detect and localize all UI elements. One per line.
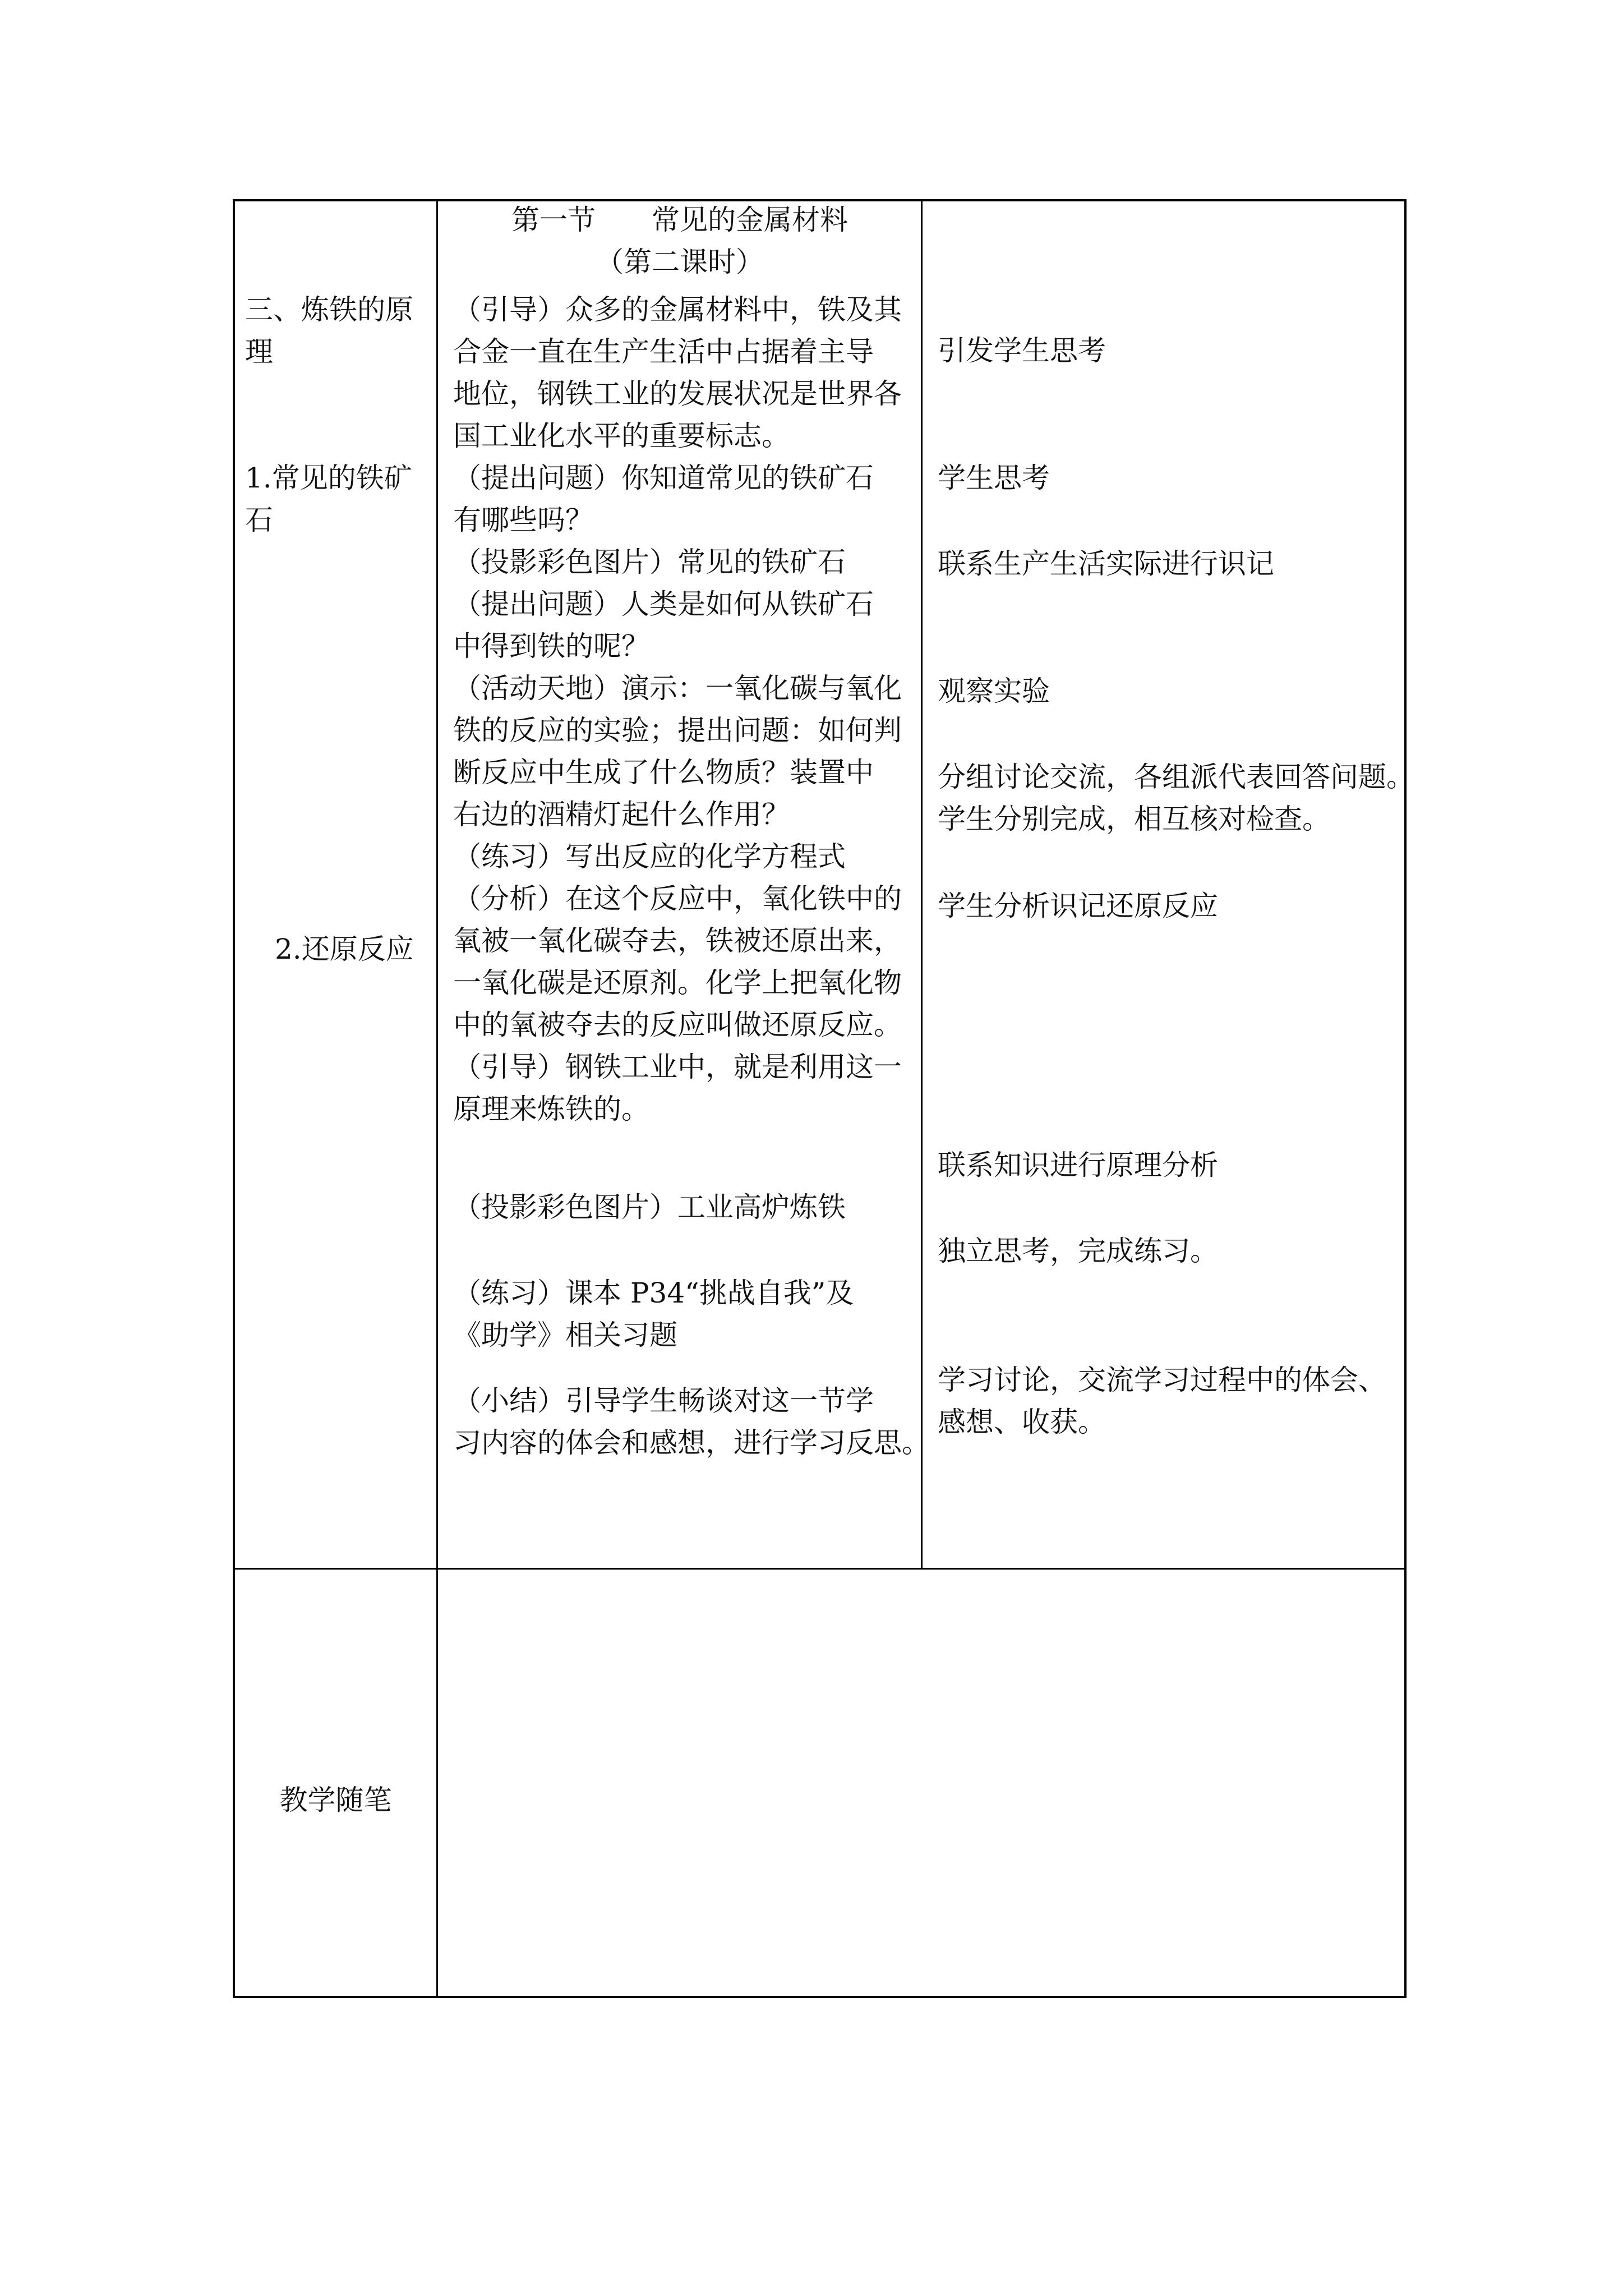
content-line: （引导）众多的金属材料中，铁及其 xyxy=(453,293,902,326)
item-reduction-line: 2.还原反应 xyxy=(275,933,414,965)
student-activity-1 xyxy=(938,330,1106,372)
lesson-header xyxy=(439,199,921,283)
activity-line: 联系生产生活实际进行识记 xyxy=(938,547,1274,580)
student-activity-4 xyxy=(938,670,1050,712)
notes-label xyxy=(235,1779,436,1821)
content-line: 合金一直在生产生活中占据着主导 xyxy=(453,335,874,368)
content-line: （引导）钢铁工业中，就是利用这一 xyxy=(453,1051,902,1083)
content-line: （提出问题）人类是如何从铁矿石 xyxy=(453,588,874,620)
content-line: 国工业化水平的重要标志。 xyxy=(453,420,790,452)
notes-label-text: 教学随笔 xyxy=(279,1784,392,1816)
summary-line: 习内容的体会和感想，进行学习反思。 xyxy=(453,1427,930,1459)
student-activity-8 xyxy=(938,1144,1218,1186)
exercise-line: （练习）课本 P34“挑战自我”及 xyxy=(453,1277,854,1309)
content-line: 地位，钢铁工业的发展状况是世界各 xyxy=(453,378,902,410)
content-line: （分析）在这个反应中，氧化铁中的 xyxy=(453,882,902,915)
lesson-title: 第一节 常见的金属材料 xyxy=(511,204,848,236)
column-divider-1 xyxy=(436,199,438,1998)
summary-text xyxy=(453,1380,930,1464)
content-line: （练习）写出反应的化学方程式 xyxy=(453,840,846,873)
row-divider xyxy=(233,1568,1407,1570)
content-line: 右边的酒精灯起什么作用？ xyxy=(453,798,790,831)
item-reduction xyxy=(275,928,432,970)
content-line: 中得到铁的呢？ xyxy=(453,630,649,662)
item-iron-ore xyxy=(245,457,430,541)
student-activity-2 xyxy=(938,457,1050,499)
activity-line: 学生思考 xyxy=(938,462,1050,494)
activity-line: 联系知识进行原理分析 xyxy=(938,1149,1218,1181)
activity-line: 引发学生思考 xyxy=(938,334,1106,367)
content-line: 原理来炼铁的。 xyxy=(453,1093,649,1125)
student-activity-5 xyxy=(938,756,1414,798)
activity-line: 分组讨论交流，各组派代表回答问题。 xyxy=(938,761,1414,793)
content-line: （投影彩色图片）常见的铁矿石 xyxy=(453,546,846,578)
activity-line: 学生分别完成，相互核对检查。 xyxy=(938,803,1330,835)
content-line: 铁的反应的实验；提出问题：如何判 xyxy=(453,714,902,747)
lesson-subtitle: （第二课时） xyxy=(596,246,764,278)
item-iron-ore-line: 1.常见的铁矿 xyxy=(245,462,412,494)
projection-line: （投影彩色图片）工业高炉炼铁 xyxy=(453,1191,846,1223)
content-line: 一氧化碳是还原剂。化学上把氧化物 xyxy=(453,967,902,999)
activity-line: 观察实验 xyxy=(938,675,1050,707)
content-line: 有哪些吗？ xyxy=(453,504,593,536)
column-divider-2 xyxy=(921,199,923,1569)
projection-text xyxy=(453,1186,919,1228)
activity-line: 感想、收获。 xyxy=(938,1406,1106,1438)
content-line: 断反应中生成了什么物质？装置中 xyxy=(453,756,874,789)
content-line: （提出问题）你知道常见的铁矿石 xyxy=(453,462,874,494)
student-activity-7 xyxy=(938,885,1218,927)
activity-line: 独立思考，完成练习。 xyxy=(938,1235,1218,1267)
item-iron-ore-line: 石 xyxy=(245,504,273,536)
content-line: 氧被一氧化碳夺去，铁被还原出来， xyxy=(453,924,902,957)
content-line: （活动天地）演示：一氧化碳与氧化 xyxy=(453,672,902,705)
student-activity-3 xyxy=(938,543,1274,585)
summary-line: （小结）引导学生畅谈对这一节学 xyxy=(453,1384,874,1417)
student-activity-6 xyxy=(938,798,1330,840)
activity-line: 学习讨论，交流学习过程中的体会、 xyxy=(938,1364,1386,1396)
teaching-content xyxy=(453,289,919,1130)
section-heading-line: 三、炼铁的原 xyxy=(245,293,413,326)
section-heading-line: 理 xyxy=(245,335,273,368)
student-activity-9 xyxy=(938,1230,1218,1272)
student-activity-10 xyxy=(938,1359,1386,1443)
content-line: 中的氧被夺去的反应叫做还原反应。 xyxy=(453,1009,902,1041)
section-heading xyxy=(245,289,430,373)
activity-line: 学生分析识记还原反应 xyxy=(938,890,1218,922)
exercise-text xyxy=(453,1272,919,1356)
exercise-line: 《助学》相关习题 xyxy=(453,1319,677,1351)
